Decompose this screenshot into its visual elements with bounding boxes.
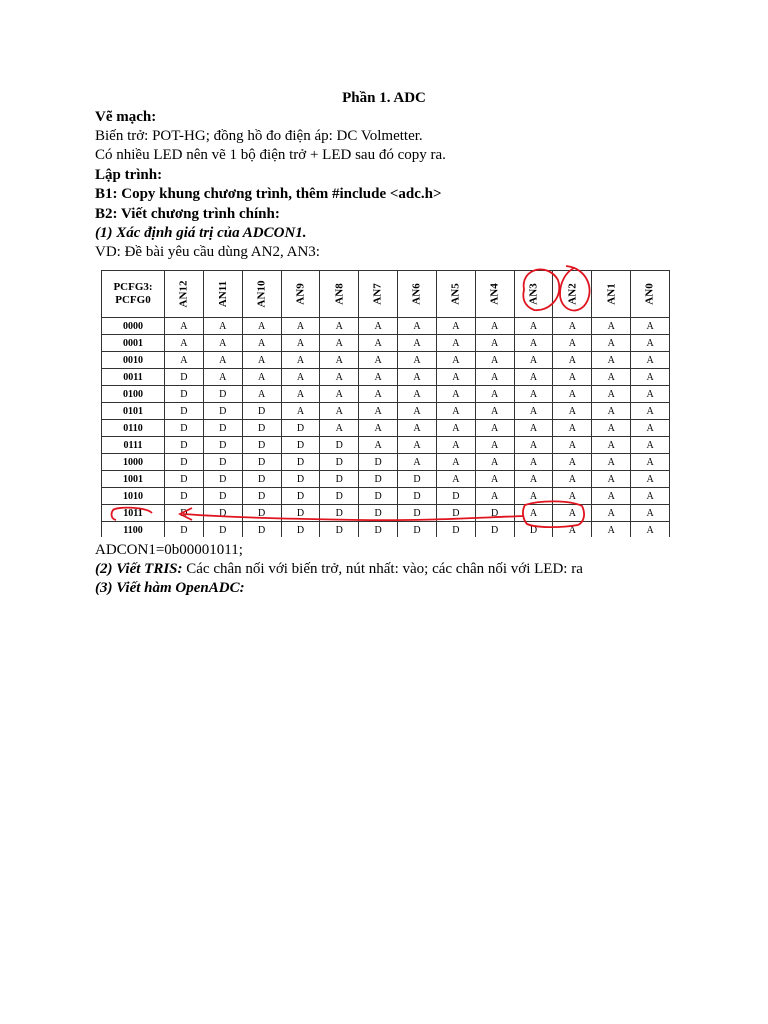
config-cell: A	[631, 420, 670, 437]
config-cell: D	[165, 488, 204, 505]
config-cell: D	[320, 522, 359, 539]
config-cell: D	[165, 369, 204, 386]
config-cell: A	[592, 318, 631, 335]
example-line: VD: Đề bài yêu cầu dùng AN2, AN3:	[95, 244, 320, 260]
config-cell: D	[165, 420, 204, 437]
column-header-label: AN11	[216, 280, 229, 308]
column-header	[242, 271, 281, 318]
table-row	[102, 437, 670, 454]
pcfg-code-cell: 1000	[102, 454, 165, 471]
column-header-label: AN9	[294, 283, 307, 305]
config-cell: D	[359, 522, 398, 539]
substep-1: (1) Xác định giá trị của ADCON1.	[95, 225, 307, 241]
config-cell: A	[631, 318, 670, 335]
config-cell: D	[398, 522, 437, 539]
config-cell: A	[359, 420, 398, 437]
config-cell: A	[398, 386, 437, 403]
config-cell: A	[553, 522, 592, 539]
config-cell: A	[242, 386, 281, 403]
config-cell: A	[359, 437, 398, 454]
config-cell: D	[320, 471, 359, 488]
text-line-2: Có nhiều LED nên vẽ 1 bộ điện trở + LED sau đó copy ra.	[95, 147, 446, 163]
config-cell: D	[436, 488, 475, 505]
config-cell: A	[592, 471, 631, 488]
table-header-row	[102, 271, 670, 318]
config-cell: A	[592, 403, 631, 420]
config-cell: A	[436, 369, 475, 386]
config-cell: D	[359, 488, 398, 505]
config-cell: A	[436, 352, 475, 369]
config-cell: A	[475, 386, 514, 403]
config-cell: A	[553, 403, 592, 420]
config-cell: D	[203, 420, 242, 437]
config-cell: D	[242, 488, 281, 505]
column-header	[203, 271, 242, 318]
page-title: Phần 1. ADC	[342, 90, 426, 106]
substep-2-text: Các chân nối với biến trở, nút nhất: vào; các chân nối với LED: ra	[182, 561, 583, 577]
config-cell: A	[281, 352, 320, 369]
config-cell: D	[242, 522, 281, 539]
config-cell: D	[359, 454, 398, 471]
config-cell: D	[242, 420, 281, 437]
pcfg-code-cell: 0011	[102, 369, 165, 386]
config-cell: D	[475, 522, 514, 539]
config-cell: A	[475, 369, 514, 386]
config-cell: A	[436, 471, 475, 488]
config-cell: A	[398, 335, 437, 352]
config-cell: A	[475, 403, 514, 420]
config-cell: A	[165, 335, 204, 352]
config-cell: D	[165, 454, 204, 471]
table-row	[102, 352, 670, 369]
config-cell: D	[281, 454, 320, 471]
config-cell: A	[398, 420, 437, 437]
pcfg-code-cell: 1010	[102, 488, 165, 505]
config-cell: A	[553, 335, 592, 352]
text-line-1: Biến trở: POT-HG; đồng hồ đo điện áp: DC Volmetter.	[95, 128, 423, 144]
table-corner-header	[102, 271, 165, 318]
config-cell: A	[359, 386, 398, 403]
column-header-label: AN3	[527, 283, 540, 305]
config-cell: D	[320, 437, 359, 454]
table-row	[102, 369, 670, 386]
substep-2-label: (2) Viết TRIS:	[95, 561, 183, 577]
config-cell: A	[320, 352, 359, 369]
config-cell: A	[553, 420, 592, 437]
column-header-label: AN1	[605, 283, 618, 305]
config-cell: A	[631, 403, 670, 420]
config-cell: A	[631, 471, 670, 488]
config-cell: A	[475, 352, 514, 369]
config-cell: A	[631, 437, 670, 454]
substep-3: (3) Viết hàm OpenADC:	[95, 580, 245, 596]
table-body	[102, 318, 670, 539]
config-cell: A	[398, 369, 437, 386]
column-header-label: AN12	[177, 280, 190, 308]
config-cell: D	[203, 386, 242, 403]
config-cell: A	[514, 437, 553, 454]
pcfg-code-cell: 1011	[102, 505, 165, 522]
config-cell: A	[514, 403, 553, 420]
pcfg-code-cell: 1001	[102, 471, 165, 488]
config-cell: A	[398, 352, 437, 369]
config-cell: A	[514, 352, 553, 369]
config-cell: A	[436, 335, 475, 352]
config-cell: D	[165, 437, 204, 454]
table-row	[102, 335, 670, 352]
config-cell: A	[592, 505, 631, 522]
config-cell: D	[359, 471, 398, 488]
table-row	[102, 386, 670, 403]
column-header	[553, 271, 592, 318]
config-cell: A	[242, 369, 281, 386]
config-cell: A	[436, 386, 475, 403]
step-b1: B1: Copy khung chương trình, thêm #include <adc.h>	[95, 186, 442, 202]
pcfg-code-cell: 0110	[102, 420, 165, 437]
config-cell: A	[631, 386, 670, 403]
pcfg-code-cell: 0001	[102, 335, 165, 352]
pcfg-code-cell: 1100	[102, 522, 165, 539]
column-header-label: AN6	[410, 283, 423, 305]
config-cell: A	[320, 386, 359, 403]
config-cell: A	[631, 522, 670, 539]
column-header-label: AN4	[488, 283, 501, 305]
config-cell: A	[436, 454, 475, 471]
config-cell: A	[398, 454, 437, 471]
config-cell: A	[320, 420, 359, 437]
config-cell: A	[203, 369, 242, 386]
config-cell: A	[281, 318, 320, 335]
config-cell: D	[320, 488, 359, 505]
config-cell: A	[281, 335, 320, 352]
config-cell: A	[242, 352, 281, 369]
config-cell: D	[203, 488, 242, 505]
config-cell: A	[359, 335, 398, 352]
config-cell: A	[436, 318, 475, 335]
config-cell: A	[359, 403, 398, 420]
column-header-label: AN10	[255, 280, 268, 308]
column-header	[398, 271, 437, 318]
config-cell: D	[436, 505, 475, 522]
config-cell: D	[281, 522, 320, 539]
pcfg-code-cell: 0010	[102, 352, 165, 369]
table-row	[102, 471, 670, 488]
config-cell: D	[398, 505, 437, 522]
config-cell: D	[242, 471, 281, 488]
column-header-label: AN5	[449, 283, 462, 305]
config-cell: A	[281, 403, 320, 420]
config-cell: A	[475, 420, 514, 437]
config-cell: D	[398, 471, 437, 488]
column-header	[281, 271, 320, 318]
config-cell: A	[631, 488, 670, 505]
column-header	[359, 271, 398, 318]
config-cell: A	[514, 386, 553, 403]
config-cell: A	[203, 318, 242, 335]
config-cell: A	[475, 471, 514, 488]
config-cell: A	[553, 471, 592, 488]
config-cell: A	[281, 369, 320, 386]
config-cell: A	[320, 335, 359, 352]
table-row	[102, 522, 670, 539]
pcfg-table	[101, 270, 670, 539]
config-cell: D	[165, 386, 204, 403]
config-cell: A	[242, 318, 281, 335]
config-cell: D	[281, 437, 320, 454]
config-cell: A	[631, 352, 670, 369]
config-cell: A	[359, 318, 398, 335]
config-cell: A	[398, 403, 437, 420]
config-cell: D	[359, 505, 398, 522]
config-cell: A	[592, 522, 631, 539]
config-cell: D	[242, 437, 281, 454]
config-cell: A	[514, 335, 553, 352]
config-cell: A	[514, 454, 553, 471]
config-cell: D	[165, 471, 204, 488]
config-cell: A	[553, 488, 592, 505]
config-cell: A	[592, 437, 631, 454]
config-cell: D	[281, 505, 320, 522]
config-cell: D	[203, 505, 242, 522]
column-header-label: AN8	[333, 283, 346, 305]
config-cell: A	[631, 454, 670, 471]
config-cell: A	[320, 318, 359, 335]
config-cell: A	[203, 352, 242, 369]
config-cell: D	[242, 505, 281, 522]
config-cell: D	[514, 522, 553, 539]
config-cell: D	[203, 437, 242, 454]
config-cell: A	[165, 352, 204, 369]
config-cell: A	[553, 505, 592, 522]
table-row	[102, 488, 670, 505]
config-cell: A	[475, 454, 514, 471]
config-cell: D	[320, 454, 359, 471]
column-header-label: AN2	[566, 283, 579, 305]
config-cell: A	[436, 420, 475, 437]
config-cell: D	[165, 505, 204, 522]
config-cell: A	[514, 471, 553, 488]
substep-2	[95, 560, 583, 579]
config-cell: A	[398, 437, 437, 454]
table-row	[102, 403, 670, 420]
config-cell: A	[475, 318, 514, 335]
config-cell: D	[203, 522, 242, 539]
pcfg-code-cell: 0000	[102, 318, 165, 335]
config-cell: D	[281, 420, 320, 437]
config-cell: D	[203, 471, 242, 488]
column-header	[436, 271, 475, 318]
config-cell: A	[553, 369, 592, 386]
config-cell: D	[165, 522, 204, 539]
step-b2: B2: Viết chương trình chính:	[95, 206, 280, 222]
table-row	[102, 420, 670, 437]
column-header	[475, 271, 514, 318]
config-cell: A	[592, 454, 631, 471]
config-cell: A	[203, 335, 242, 352]
config-cell: D	[203, 454, 242, 471]
corner-line-1: PCFG3:	[113, 281, 153, 293]
config-cell: A	[553, 437, 592, 454]
config-cell: A	[281, 386, 320, 403]
table-row	[102, 318, 670, 335]
config-cell: A	[475, 488, 514, 505]
config-cell: A	[553, 352, 592, 369]
config-cell: A	[553, 318, 592, 335]
config-cell: A	[514, 420, 553, 437]
table-crop-edge	[95, 537, 675, 540]
config-cell: D	[281, 471, 320, 488]
config-cell: A	[553, 386, 592, 403]
config-cell: A	[359, 369, 398, 386]
pcfg-code-cell: 0101	[102, 403, 165, 420]
heading-lap-trinh: Lập trình:	[95, 167, 163, 183]
adcon-value: ADCON1=0b00001011;	[95, 542, 243, 558]
config-cell: A	[242, 335, 281, 352]
config-cell: A	[436, 403, 475, 420]
config-cell: D	[398, 488, 437, 505]
pcfg-code-cell: 0111	[102, 437, 165, 454]
table-row	[102, 454, 670, 471]
config-cell: A	[592, 420, 631, 437]
config-cell: A	[514, 369, 553, 386]
config-cell: A	[631, 505, 670, 522]
config-cell: A	[631, 335, 670, 352]
config-cell: D	[242, 403, 281, 420]
config-cell: A	[436, 437, 475, 454]
corner-line-2: PCFG0	[115, 294, 151, 306]
config-cell: D	[242, 454, 281, 471]
table-row	[102, 505, 670, 522]
config-cell: A	[165, 318, 204, 335]
config-cell: A	[514, 318, 553, 335]
heading-ve-mach: Vẽ mạch:	[95, 109, 157, 125]
column-header	[514, 271, 553, 318]
config-cell: D	[475, 505, 514, 522]
config-cell: A	[475, 437, 514, 454]
config-cell: A	[475, 335, 514, 352]
config-cell: A	[592, 335, 631, 352]
config-cell: A	[398, 318, 437, 335]
column-header	[631, 271, 670, 318]
config-cell: A	[553, 454, 592, 471]
config-cell: A	[514, 505, 553, 522]
column-header-label: AN0	[644, 283, 657, 305]
config-cell: D	[281, 488, 320, 505]
config-cell: A	[592, 369, 631, 386]
config-cell: D	[436, 522, 475, 539]
column-header	[320, 271, 359, 318]
column-header	[592, 271, 631, 318]
column-header	[165, 271, 204, 318]
config-cell: D	[165, 403, 204, 420]
config-cell: A	[631, 369, 670, 386]
config-cell: D	[203, 403, 242, 420]
column-header-label: AN7	[372, 283, 385, 305]
config-cell: A	[359, 352, 398, 369]
config-cell: A	[320, 403, 359, 420]
config-cell: A	[592, 488, 631, 505]
config-cell: A	[592, 352, 631, 369]
config-cell: A	[592, 386, 631, 403]
config-cell: A	[320, 369, 359, 386]
config-cell: D	[320, 505, 359, 522]
config-cell: A	[514, 488, 553, 505]
pcfg-code-cell: 0100	[102, 386, 165, 403]
